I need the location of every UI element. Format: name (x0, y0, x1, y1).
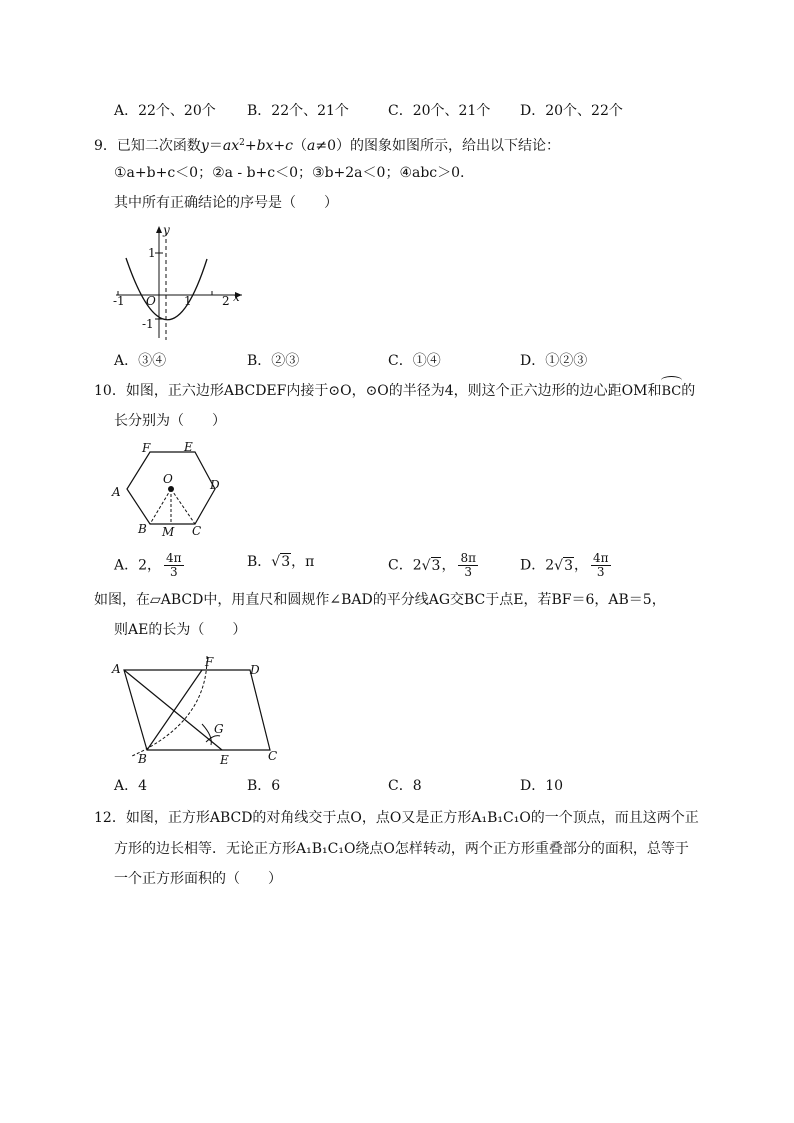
svg-text:D: D (210, 478, 220, 492)
q12-stem-line2: 方形的边长相等．无论正方形A₁B₁C₁O绕点O怎样转动，两个正方形重叠部分的面积，总等于 (114, 841, 689, 857)
q10-hexagon-diagram (110, 438, 230, 538)
svg-text:C: C (268, 749, 278, 763)
svg-text:1: 1 (148, 246, 156, 260)
svg-text:-1: -1 (142, 317, 154, 331)
arc-bc: BC (662, 382, 682, 402)
q10-option-a: A．2， $\frac{4\pi}{3}$ (114, 551, 182, 579)
q11-option-b: B．6 (247, 778, 281, 794)
q9-conclusions: ①a+b+c＜0；②a - b+c＜0；③b+2a＜0；④abc＞0. (114, 165, 465, 181)
svg-text:O: O (146, 294, 156, 308)
q9-stem: 9．已知二次函数$y=ax^2+bx+c(a\ne 0)$的图象如图所示，给出以下结论： (94, 138, 560, 154)
svg-text:A: A (112, 485, 121, 499)
q12-stem-line3: 一个正方形面积的（ ） (114, 871, 282, 887)
parallelogram-abcd (124, 670, 270, 750)
q9-question: 其中所有正确结论的序号是（ ） (114, 195, 338, 211)
svg-text:F: F (142, 441, 151, 455)
svg-text:E: E (184, 440, 193, 454)
y-arrow (156, 226, 162, 233)
x-label: x (233, 290, 240, 304)
svg-text:1: 1 (184, 294, 192, 308)
svg-text:-1: -1 (113, 294, 125, 308)
center-point (168, 486, 174, 492)
svg-text:B: B (138, 522, 147, 536)
svg-text:D: D (250, 663, 260, 677)
q10-stem-line2: 长分别为（ ） (114, 413, 226, 429)
q9-option-c: C．①④ (388, 353, 441, 369)
q10-option-c: C．2√3， $\frac{8\pi}{3}$ (388, 551, 476, 579)
svg-text:O: O (163, 472, 173, 486)
q12-stem-line1: 12．如图，正方形ABCD的对角线交于点O，点O又是正方形A₁B₁C₁O的一个顶点，而且这两个正 (94, 810, 699, 826)
svg-text:A: A (112, 662, 121, 676)
q11-option-c: C．8 (388, 778, 422, 794)
svg-text:2: 2 (222, 294, 230, 308)
q10-option-d: D．2√3， $\frac{4\pi}{3}$ (520, 551, 609, 579)
q10-stem-line1: 10．如图，正六边形ABCDEF内接于⊙O，⊙O的半径为4，则这个正六边形的边心距OM和 BC的 (94, 381, 695, 402)
q11-stem-line1: 如图，在▱ABCD中，用直尺和圆规作∠BAD的平分线AG交BC于点E，若BF＝6，AB＝5， (94, 592, 666, 608)
svg-text:C: C (192, 524, 202, 538)
q10-option-b: B．√3，π (247, 554, 315, 570)
q11-stem-line2: 则AE的长为（ ） (114, 622, 247, 638)
svg-text:M: M (162, 525, 175, 539)
compass-arc (132, 656, 207, 756)
svg-text:F: F (205, 655, 214, 669)
q8-option-c: C．20个、21个 (388, 103, 491, 119)
svg-text:G: G (214, 722, 224, 736)
q11-option-a: A．4 (114, 778, 148, 794)
svg-text:E: E (220, 753, 229, 767)
q11-option-d: D．10 (520, 778, 564, 794)
svg-text:B: B (138, 752, 147, 766)
segment-bf (147, 670, 202, 750)
q9-option-d: D．①②③ (520, 353, 588, 369)
bisector-ae (124, 670, 222, 750)
q8-option-a: A．22个、20个 (114, 103, 216, 119)
q9-parabola-graph (110, 222, 250, 347)
q8-option-b: B．22个、21个 (247, 103, 349, 119)
q11-parallelogram-diagram (110, 650, 290, 770)
y-label: y (163, 223, 170, 237)
q9-option-b: B．②③ (247, 353, 300, 369)
q8-option-d: D．20个、22个 (520, 103, 623, 119)
q9-option-a: A．③④ (114, 353, 167, 369)
